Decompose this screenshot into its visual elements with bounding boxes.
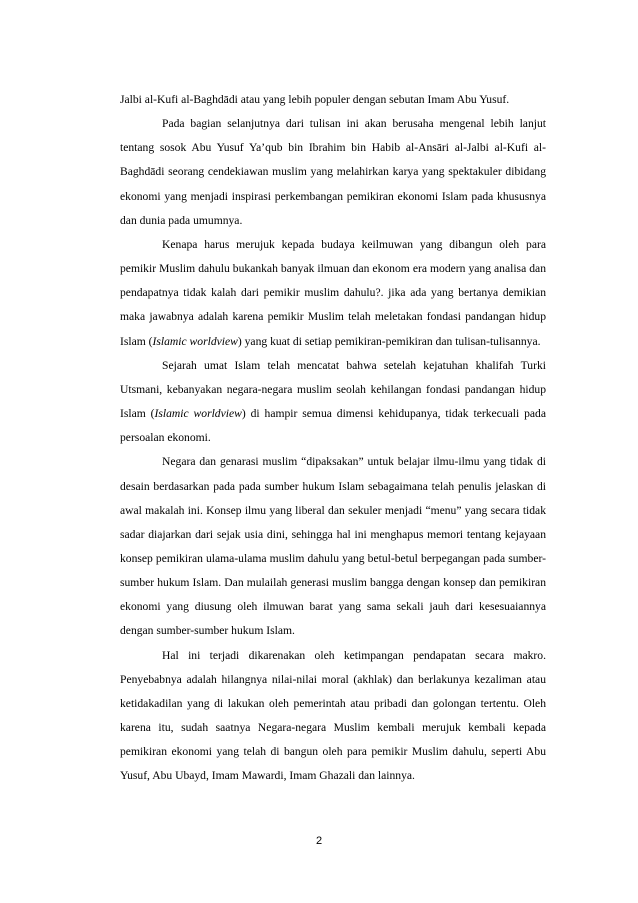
- text-run: Hal ini terjadi dikarenakan oleh ketimpangan pendapatan secara makro. Penyebabnya adalah hilangnya nilai-nilai moral (akhlak) dan berlakunya kezaliman atau ketidakadilan yang di lakukan oleh pemerintah atau pribadi dan golongan tertentu. Oleh karena itu, sudah saatnya Negara-negara Muslim kembali merujuk kembali kepada pemikiran ekonomi yang telah di bangun oleh para pemikir Muslim dahulu, seperti Abu Yusuf, Abu Ubayd, Imam Mawardi, Imam Ghazali dan lainnya.: [120, 648, 546, 783]
- text-run: Negara dan genarasi muslim “dipaksakan” untuk belajar ilmu-ilmu yang tidak di desain berdasarkan pada pada sumber hukum Islam sebagaimana telah penulis jelaskan di awal makalah ini. Konsep ilmu yang liberal dan sekuler menjadi “menu” yang secara tidak sadar diajarkan dari sejak usia dini, sehingga hal ini menghapus memori tentang kejayaan konsep pemikiran ulama-ulama muslim dahulu yang betul-betul berpegangan pada sumber-sumber hukum Islam. Dan mulailah generasi muslim bangga dengan konsep dan pemikiran ekonomi yang diusung oleh ilmuwan barat yang sama sekali jauh dari kesesuaiannya dengan sumber-sumber hukum Islam.: [120, 455, 546, 638]
- paragraph: [120, 644, 546, 789]
- text-run: Pada bagian selanjutnya dari tulisan ini akan berusaha mengenal lebih lanjut tentang sosok Abu Yusuf Ya’qub bin Ibrahim bin Habib al-Ansāri al-Jalbi al-Kufi al-Baghdādi seorang cendekiawan muslim yang melahirkan karya yang spektakuler dibidang ekonomi yang menjadi inspirasi perkembangan pemikiran ekonomi Islam pada khususnya dan dunia pada umumnya.: [120, 117, 546, 227]
- paragraph: [120, 354, 546, 451]
- text-run: ) di hampir semua dimensi kehidupanya, tidak terkecuali pada persoalan ekonomi.: [120, 407, 546, 445]
- body-text: [120, 88, 546, 789]
- text-run: Jalbi al-Kufi al-Baghdādi atau yang lebih populer dengan sebutan Imam Abu Yusuf.: [120, 93, 510, 106]
- italic-term: Islamic worldview: [154, 407, 242, 421]
- paragraph: [120, 233, 546, 354]
- paragraph: [120, 450, 546, 643]
- paragraph: [120, 88, 546, 112]
- paragraph: [120, 112, 546, 233]
- text-run: Kenapa harus merujuk kepada budaya keilmuwan yang dibangun oleh para pemikir Muslim dahulu bukankah banyak ilmuan dan ekonom era modern yang analisa dan pendapatnya tidak kalah dari pemikir muslim dahulu?. jika ada yang bertanya demikian maka jawabnya adalah karena pemikir Muslim telah meletakan fondasi pandangan hidup Islam (: [120, 237, 546, 348]
- page-number: 2: [315, 835, 323, 847]
- italic-term: Islamic worldview: [152, 334, 238, 348]
- text-run: Sejarah umat Islam telah mencatat bahwa setelah kejatuhan khalifah Turki Utsmani, kebanyakan negara-negara muslim seolah kehilangan fondasi pandangan hidup Islam (: [120, 358, 546, 421]
- text-run: ) yang kuat di setiap pemikiran-pemikiran dan tulisan-tulisannya.: [237, 334, 541, 348]
